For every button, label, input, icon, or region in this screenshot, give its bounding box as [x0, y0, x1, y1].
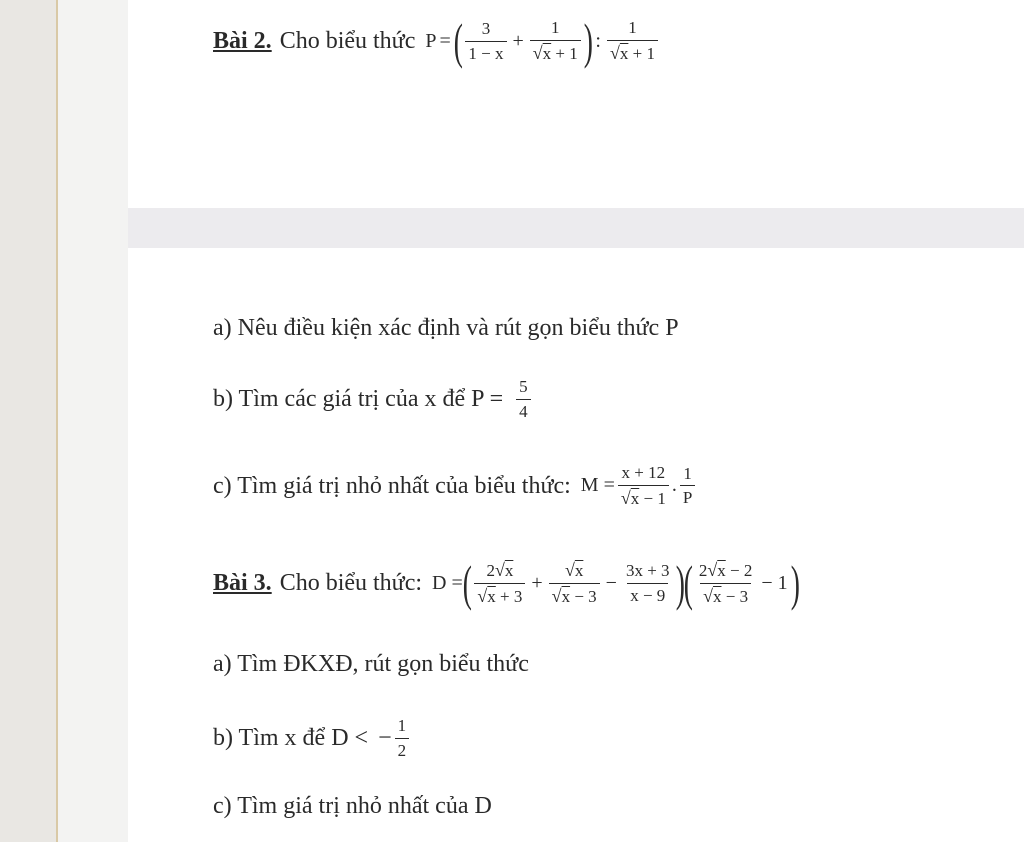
fraction-1-over-p: $\frac{1}{P}$: [680, 464, 695, 508]
fraction-x-plus-12-over-sqrtx-minus-1: $\frac{x + 12}{√x - 1}$: [618, 463, 669, 508]
bai3-part-a: a) Tìm ĐKXĐ, rút gọn biểu thức: [213, 650, 529, 677]
fraction-1-over-2: $\frac{1}{2}$: [395, 716, 410, 760]
scan-shadow-band: [128, 208, 1024, 248]
page-margin-shade: [58, 0, 128, 842]
fraction-1-over-sqrtx-plus-1: $\frac{1}{√x + 1}$: [530, 18, 581, 63]
bai2-intro: Cho biểu thức: [279, 27, 416, 54]
equals-sign: =: [439, 29, 451, 52]
fraction-5-over-4: $\frac{5}{4}$: [516, 377, 531, 421]
bai3-part-b: b) Tìm x để D < − $\frac{1}{2}$: [213, 708, 412, 768]
left-paren: (: [453, 13, 463, 69]
expression-m: M = $\frac{x + 12}{√x - 1}$ . $\frac{1}{P}$: [581, 463, 699, 508]
plus-sign: +: [512, 29, 524, 52]
page-left-strip: [0, 0, 58, 842]
fraction-3x-plus-3-over-x-minus-9: $\frac{3x + 3}{x - 9}$: [625, 560, 670, 605]
bai3-label: Bài 3.: [213, 569, 272, 596]
bai3-intro: Cho biểu thức:: [279, 569, 423, 596]
bai2-expression-p: [425, 13, 661, 69]
bai2-statement: [213, 6, 661, 76]
fraction-2sqrtx-minus-2-over-sqrtx-minus-3: $\frac{2√x - 2}{√x - 3}$: [698, 559, 753, 606]
fraction-sqrtx-over-sqrtx-minus-3: $\frac{√x}{√x - 3}$: [549, 560, 600, 606]
p-variable: P: [425, 29, 437, 52]
bai3-statement: [213, 545, 799, 621]
bai2-label: Bài 2.: [213, 27, 272, 54]
page-border-line: [56, 0, 58, 842]
bai3-part-c: c) Tìm giá trị nhỏ nhất của D: [213, 792, 492, 819]
fraction-1-over-sqrtx-plus-1-divisor: $\frac{1}{√x + 1}$: [607, 18, 658, 63]
bai2-part-a: a) Nêu điều kiện xác định và rút gọn biểu thức P: [213, 314, 679, 341]
divide-colon: :: [595, 29, 601, 52]
bai2-part-c: c) Tìm giá trị nhỏ nhất của biểu thức: M = $\frac{x + 12}{√x - 1}$ . $\frac{1}{P}$: [213, 455, 698, 517]
fraction-3-over-1-minus-x: $\frac{3}{1 - x}$: [465, 19, 506, 63]
bai2-part-b: b) Tìm các giá trị của x để P = $\frac{5}{4}$: [213, 370, 534, 428]
right-paren: ): [583, 13, 593, 69]
bai3-expression-d: D = ( $\frac{2√x}{√x + 3}$ + $\frac{√x}{√x - 3}$ − $\frac{3x + 3}{x - 9}$ ) ( $\frac{2√x - 2}{√x - 3}$ − 1 ): [432, 555, 800, 611]
document-page: [58, 0, 1024, 842]
fraction-2sqrtx-over-sqrtx-plus-3: $\frac{2√x}{√x + 3}$: [474, 560, 525, 606]
